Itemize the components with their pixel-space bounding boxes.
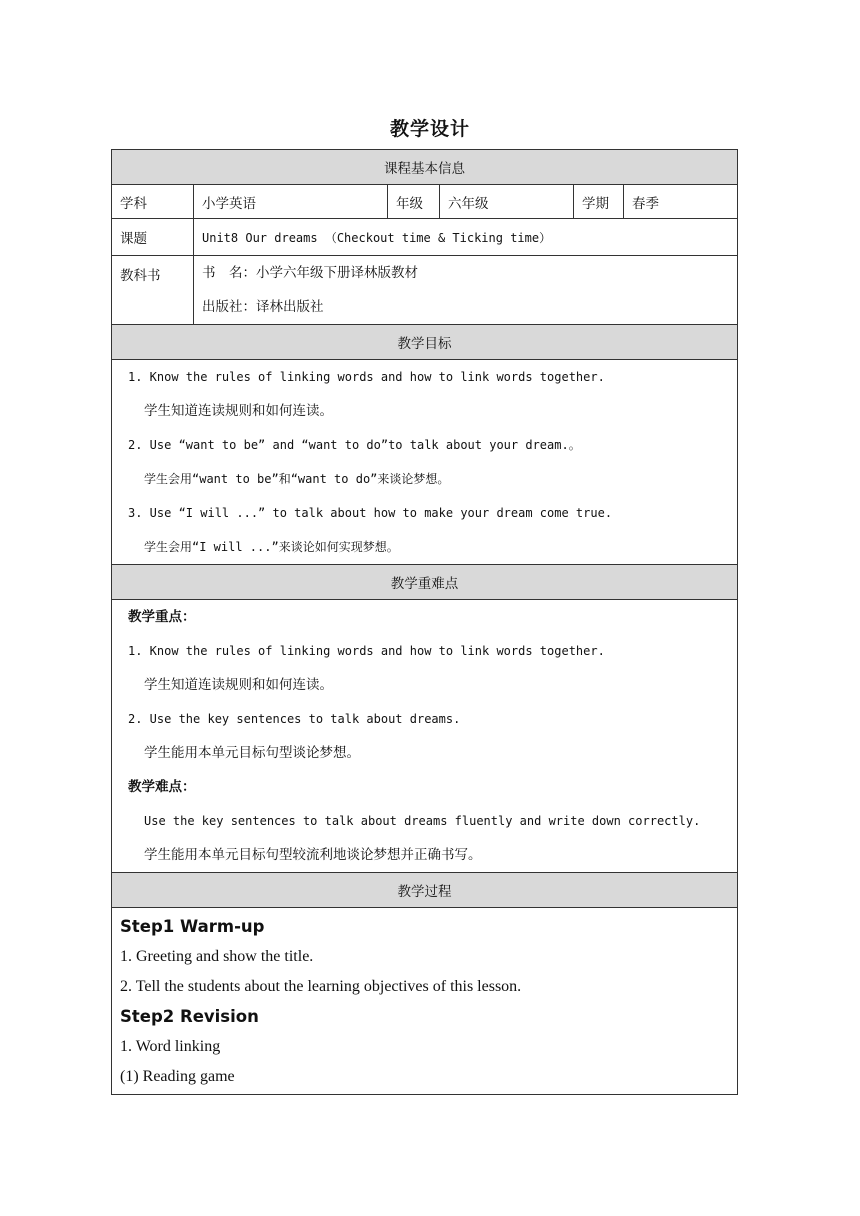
step2-line: 1. Word linking: [120, 1038, 221, 1055]
focus-line: 学生能用本单元目标句型谈论梦想。: [144, 745, 360, 761]
topic-value: Unit8 Our dreams （Checkout time & Ticking time）: [194, 219, 738, 256]
grade-value: 六年级: [440, 185, 574, 219]
step1-line: 1. Greeting and show the title.: [120, 948, 314, 965]
difficulty-title: 教学难点：: [128, 779, 196, 795]
objective-line: 学生会用“I will ...”来谈论如何实现梦想。: [144, 540, 399, 554]
term-value: 春季: [624, 185, 738, 219]
textbook-name: 书 名：小学六年级下册译林版教材: [202, 265, 418, 281]
objective-line: 学生会用“want to be”和“want to do”来谈论梦想。: [144, 472, 450, 486]
step1-title: Step1 Warm-up: [120, 917, 265, 936]
process-header: 教学过程: [112, 873, 738, 908]
key-points-header: 教学重难点: [112, 565, 738, 600]
step2-title: Step2 Revision: [120, 1007, 259, 1026]
difficulty-line: Use the key sentences to talk about dreams fluently and write down correctly.: [144, 814, 701, 828]
difficulty-line: 学生能用本单元目标句型较流利地谈论梦想并正确书写。: [144, 847, 482, 863]
focus-line: 学生知道连读规则和如何连读。: [144, 677, 333, 693]
step2-line: (1) Reading game: [120, 1068, 235, 1085]
grade-label: 年级: [388, 185, 440, 219]
focus-line: 1. Know the rules of linking words and how to link words together.: [128, 644, 605, 658]
subject-value: 小学英语: [194, 185, 388, 219]
topic-label: 课题: [112, 219, 194, 256]
page-title: 教学设计: [389, 118, 470, 140]
subject-label: 学科: [112, 185, 194, 219]
textbook-label: 教科书: [112, 256, 194, 325]
focus-title: 教学重点：: [128, 609, 196, 625]
lesson-plan-table: [111, 149, 738, 1095]
term-label: 学期: [574, 185, 624, 219]
objective-line: 学生知道连读规则和如何连读。: [144, 403, 333, 419]
textbook-publisher: 出版社：译林出版社: [202, 299, 324, 315]
objective-line: 3. Use “I will ...” to talk about how to make your dream come true.: [128, 506, 613, 520]
objective-line: 1. Know the rules of linking words and how to link words together.: [128, 370, 605, 384]
focus-line: 2. Use the key sentences to talk about dreams.: [128, 712, 461, 726]
objective-line: 2. Use “want to be” and “want to do”to talk about your dream.。: [128, 438, 581, 452]
step1-line: 2. Tell the students about the learning objectives of this lesson.: [120, 978, 522, 995]
objectives-header: 教学目标: [112, 325, 738, 360]
basic-info-header: 课程基本信息: [112, 150, 738, 185]
